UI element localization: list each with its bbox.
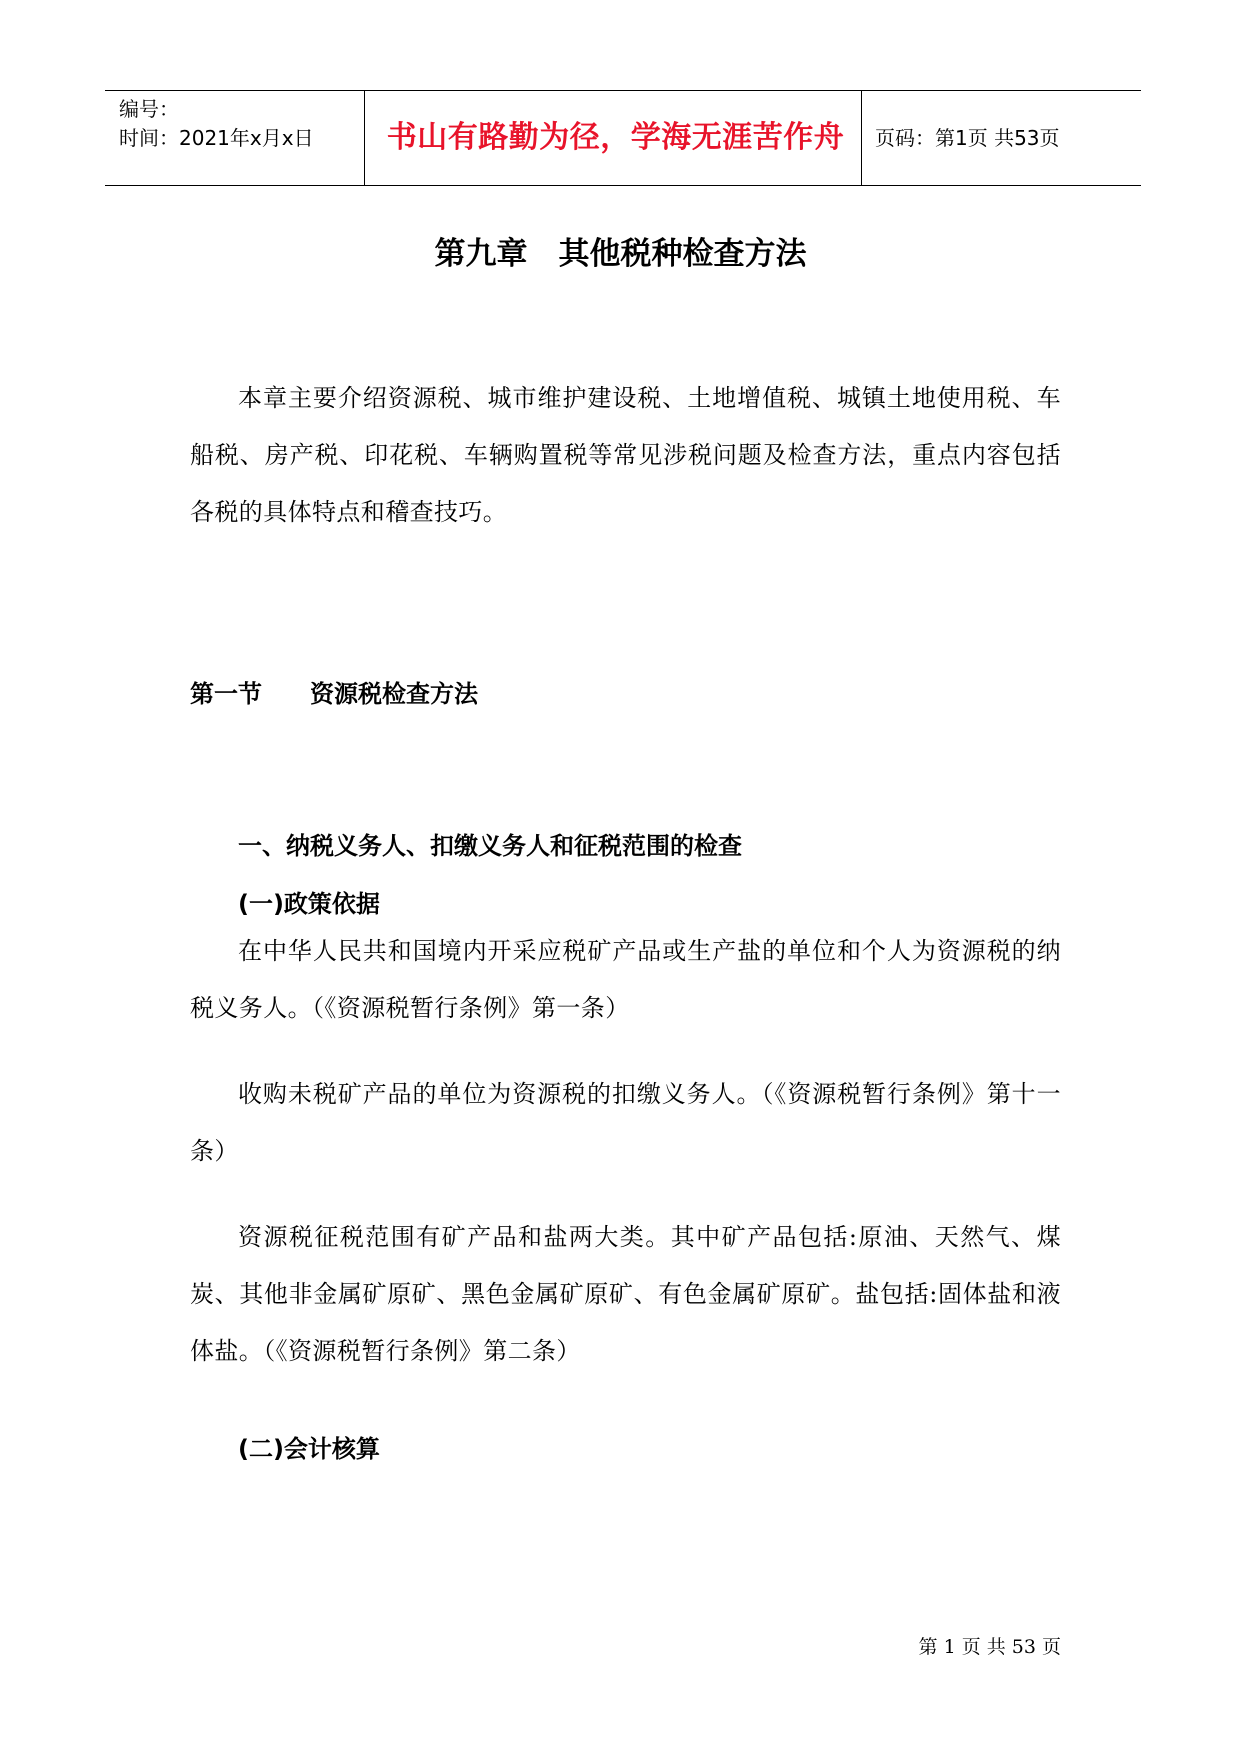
- header-divider-left: [364, 91, 365, 185]
- header-motto: 书山有路勤为径，学海无涯苦作舟: [386, 120, 845, 155]
- paragraph-taxpayer: 在中华人民共和国境内开采应税矿产品或生产盐的单位和个人为资源税的纳税义务人。（《资源税暂行条例》第一条）: [190, 937, 1061, 1022]
- paragraph-scope: 资源税征税范围有矿产品和盐两大类。其中矿产品包括:原油、天然气、煤炭、其他非金属矿原矿、黑色金属矿原矿、有色金属矿原矿。盐包括:固体盐和液体盐。（《资源税暂行条例》第二条）: [190, 1223, 1061, 1365]
- intro-paragraph: 本章主要介绍资源税、城市维护建设税、土地增值税、城镇土地使用税、车船税、房产税、印花税、车辆购置税等常见涉税问题及检查方法，重点内容包括各税的具体特点和稽查技巧。: [190, 384, 1061, 526]
- serial-label: 编号：: [119, 97, 179, 121]
- header-page-label: 页码：第1页 共53页: [875, 126, 1060, 150]
- paragraph-withholding: 收购未税矿产品的单位为资源税的扣缴义务人。（《资源税暂行条例》第十一条）: [190, 1080, 1061, 1165]
- heading-1: 一、纳税义务人、扣缴义务人和征税范围的检查: [238, 832, 742, 860]
- header-meta: [119, 95, 314, 153]
- time-label: 时间：2021年x月x日: [119, 126, 314, 150]
- header-divider-right: [861, 91, 862, 185]
- document-header-table: [105, 90, 1141, 186]
- page-footer: 第 1 页 共 53 页: [918, 1636, 1061, 1658]
- chapter-title: 第九章 其他税种检查方法: [434, 236, 807, 272]
- subheading-accounting: (二)会计核算: [238, 1435, 380, 1463]
- subheading-policy: (一)政策依据: [238, 890, 380, 918]
- section-title: 第一节 资源税检查方法: [190, 680, 478, 708]
